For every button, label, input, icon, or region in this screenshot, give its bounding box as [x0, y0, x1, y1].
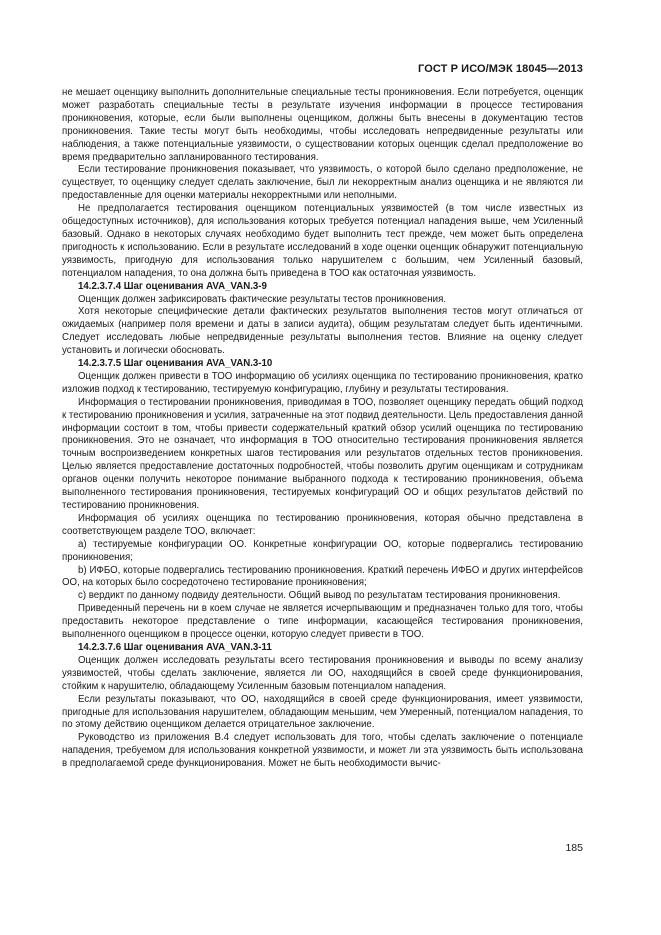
section-heading: 14.2.3.7.5 Шаг оценивания AVA_VAN.3-10: [78, 358, 273, 370]
paragraph: Информация о тестировании проникновения, приводимая в ТОО, позволяет оценщику передать общий подход к тестированию проникновения и усилия, затраченные на этот подвид деятельности. Цель предоставления данной информации состоит в том, чтобы привести содержательный краткий обзор усилий оценщика по тестированию проникновения. Это не означает, что информация в ТОО относительно тестирования проникновения является точным воспроизведением конкретных шагов тестирования или результатов отдельных тестов проникновения. Целью является предоставление достаточных подробностей, чтобы позволить другим оценщикам и сотрудникам органов оценки получить некоторое понимание выбранного подхода к тестированию проникновения, объема выполненного тестирования проникновения, тестируемых конфигураций ОО и общих результатов действий по тестированию проникновения.: [62, 396, 583, 511]
standard-header: ГОСТ Р ИСО/МЭК 18045—2013: [418, 63, 583, 75]
paragraph: Приведенный перечень ни в коем случае не является исчерпывающим и предназначен только для того, чтобы предоставить некоторое представление о типе информации, касающейся тестирования проникновения, выполненного оценщиком в процессе оценки, которую следует привести в ТОО.: [62, 603, 583, 641]
paragraph: Оценщик должен исследовать результаты всего тестирования проникновения и выводы по всему анализу уязвимостей, чтобы сделать заключение, является ли ОО, находящийся в своей среде функционирования, стойким к нарушителю, обладающему Усиленным базовым потенциалом нападения.: [62, 654, 583, 692]
section-heading: 14.2.3.7.6 Шаг оценивания AVA_VAN.3-11: [78, 641, 272, 653]
paragraph: Если тестирование проникновения показывает, что уязвимость, о которой было сделано предположение, не существует, то оценщику следует сделать заключение, был ли некорректным анализ оценщика и не являются ли предоставленные для оценки материалы некорректными или неполными.: [62, 164, 583, 202]
section-heading: 14.2.3.7.4 Шаг оценивания AVA_VAN.3-9: [78, 280, 267, 292]
list-item: c) вердикт по данному подвиду деятельности. Общий вывод по результатам тестирования проникновения.: [78, 590, 561, 602]
list-item: a) тестируемые конфигурации ОО. Конкретные конфигурации ОО, которые подвергались тестированию проникновения;: [62, 538, 583, 563]
paragraph: Руководство из приложения В.4 следует использовать для того, чтобы сделать заключение о потенциале нападения, требуемом для использования конкретной уязвимости, и может ли эта уязвимость быть использована в предполагаемой среде функционирования. Может не быть необходимости вычис-: [62, 732, 583, 770]
paragraph: Если результаты показывают, что ОО, находящийся в своей среде функционирования, имеет уязвимости, пригодные для использования нарушителем, обладающим меньшим, чем Умеренный, потенциалом нападения, то по этому действию оценщиком делается отрицательное заключение.: [62, 693, 583, 731]
paragraph: Информация об усилиях оценщика по тестированию проникновения, которая обычно представлена в соответствующем разделе ТОО, включает:: [62, 512, 583, 537]
paragraph: не мешает оценщику выполнить дополнительные специальные тесты проникновения. Если потребуется, оценщик может разработать специальные тесты в результате изучения информации в процессе тестирования проникновения, которые, если были выполнены оценщиком, должны быть внесены в документацию тестов проникновения. Такие тесты могут быть необходимы, чтобы исследовать непредвиденные результаты или наблюдения, а также потенциальные уязвимости, о существовании которых оценщик сделал предположение во время предварительно запланированного тестирования.: [62, 87, 583, 163]
paragraph: Оценщик должен зафиксировать фактические результаты тестов проникновения.: [78, 293, 447, 305]
body-text: [62, 87, 583, 771]
paragraph: Хотя некоторые специфические детали фактических результатов выполнения тестов могут отличаться от ожидаемых (например поля времени и даты в записи аудита), общим результатам следует быть идентичными. Следует исследовать любые непредвиденные результаты выполнения тестов. Влияние на оценку следует установить и логически обосновать.: [62, 306, 583, 357]
paragraph: Оценщик должен привести в ТОО информацию об усилиях оценщика по тестированию проникновения, кратко изложив подход к тестированию, тестируемую конфигурацию, глубину и результаты тестирования.: [62, 370, 583, 395]
page-number: 185: [565, 842, 583, 854]
list-item: b) ИФБО, которые подвергались тестированию проникновения. Краткий перечень ИФБО и других интерфейсов ОО, на которых было сосредоточено тестирование проникновения;: [62, 564, 583, 589]
paragraph: Не предполагается тестирования оценщиком потенциальных уязвимостей (в том числе известных из общедоступных источников), для использования которых требуется потенциал нападения выше, чем Усиленный базовый. Однако в некоторых случаях необходимо будет выполнить тест прежде, чем может быть определена пригодность к использованию. Если в результате исследований в ходе оценки оценщик обнаружит потенциальную уязвимость, пригодную для использования только нарушителем с большим, чем Усиленный базовый, потенциалом нападения, то она должна быть приведена в ТОО как остаточная уязвимость.: [62, 203, 583, 279]
